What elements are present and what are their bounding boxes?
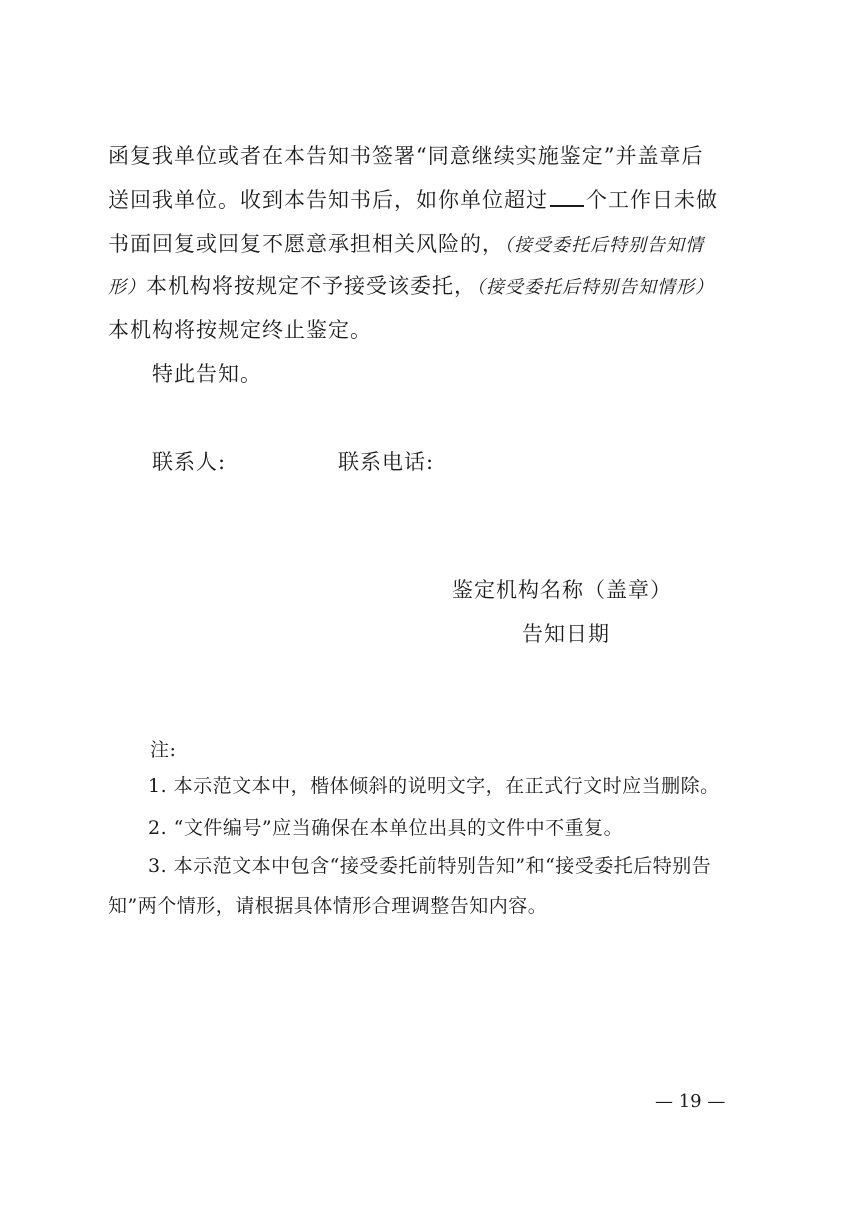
note-item-1: 1. 本示范文本中，楷体倾斜的说明文字，在正式行文时应当删除。 [148, 775, 720, 797]
body-text: 书面回复或回复不愿意承担相关风险的， [108, 232, 504, 256]
contact-phone-label: 联系电话: [338, 450, 435, 474]
body-line-5 [108, 314, 372, 346]
notes-heading: 注: [150, 739, 177, 761]
signature-date-line: 告知日期 [522, 622, 610, 646]
body-text: 函复我单位或者在本告知书签署“同意继续实施鉴定”并盖章后 [108, 144, 704, 168]
instruction-italic-text: 形） [108, 277, 146, 298]
instruction-italic-text: （接受委托后特别告知情形） [476, 277, 714, 298]
body-text: 个工作日未做 [586, 188, 718, 212]
note-item-3: 3. 本示范文本中包含“接受委托前特别告知”和“接受委托后特别告 [148, 855, 712, 877]
instruction-italic-text: （接受委托后特别告知情 [504, 235, 704, 256]
blank-underline [550, 185, 584, 207]
body-line-2 [108, 184, 718, 216]
contact-person-label: 联系人: [152, 450, 227, 474]
closing-text: 特此告知。 [152, 362, 262, 386]
note-item-3-continued: 知”两个情形，请根据具体情形合理调整告知内容。 [108, 895, 548, 917]
note-item-2: 2. “文件编号”应当确保在本单位出具的文件中不重复。 [148, 817, 624, 839]
body-text: 送回我单位。收到本告知书后，如你单位超过 [108, 188, 548, 212]
body-text: 本机构将按规定终止鉴定。 [108, 318, 372, 342]
body-line-4 [108, 270, 714, 304]
body-line-1 [108, 140, 703, 172]
body-text: 本机构将按规定不予接受该委托， [146, 274, 476, 298]
body-line-3 [108, 228, 704, 262]
closing-line [152, 358, 262, 390]
signature-org-line: 鉴定机构名称（盖章） [452, 578, 672, 602]
page-number: — 19 — [655, 1091, 726, 1112]
